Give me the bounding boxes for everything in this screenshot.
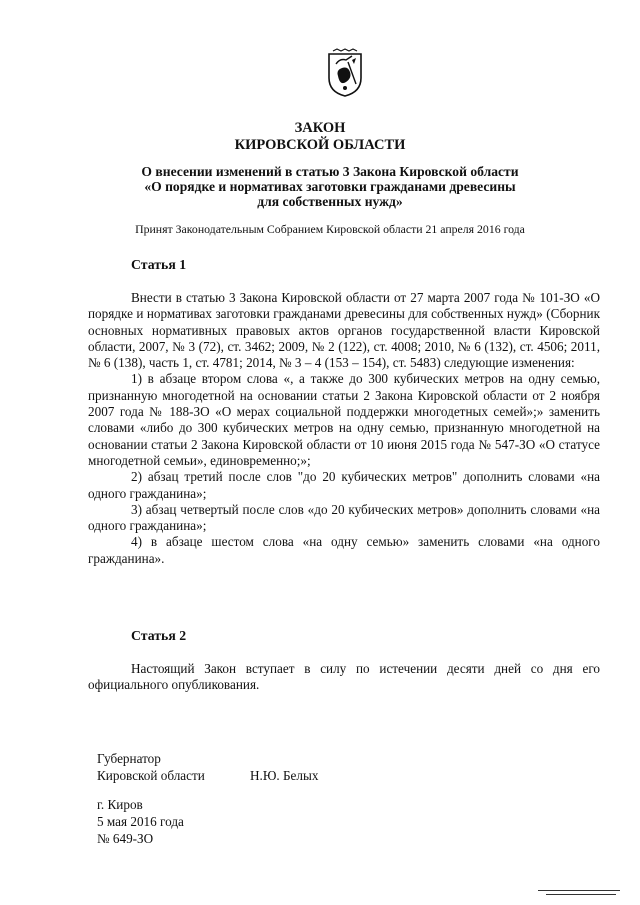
footer-date: 5 мая 2016 года (97, 814, 184, 829)
article-2-body (88, 661, 600, 694)
divider-line (546, 894, 616, 895)
adoption-note: Принят Законодательным Собранием Кировской области 21 апреля 2016 года (135, 222, 525, 236)
article-1-item-1: 1) в абзаце втором слова «, а также до 300 кубических метров на одну семью, признанную многодетной на основании статьи 2 Закона Кировской области от 2 ноября 2007 года № 188-ЗО «О мерах социальной поддержки многодетных семей»;» заменить словами «либо до 300 кубических метров на одну семью, признанную многодетной на основании статьи 2 Закона Кировской области от 10 июня 2015 года № 547-ЗО «О статусе многодетной семьи», единовременно;»; (88, 371, 600, 468)
subtitle-line-2: «О порядке и нормативах заготовки гражданами древесины (144, 179, 516, 194)
article-1-item-3: 3) абзац четвертый после слов «до 20 кубических метров» дополнить словами «на одного гражданина»; (88, 501, 600, 534)
signature-block (97, 750, 318, 784)
article-1-body (88, 290, 600, 567)
article-2-heading: Статья 2 (131, 628, 187, 643)
article-1-heading: Статья 1 (131, 257, 187, 272)
signer-position-line-1: Губернатор (97, 751, 161, 766)
subtitle-line-1: О внесении изменений в статью 3 Закона Кировской области (141, 164, 519, 179)
divider-line (538, 890, 620, 891)
footer-number: № 649-ЗО (97, 831, 154, 846)
signer-position-line-2: Кировской области (97, 768, 205, 783)
article-1-item-4: 4) в абзаце шестом слова «на одну семью» заменить словами «на одного гражданина». (88, 534, 600, 566)
region-title: КИРОВСКОЙ ОБЛАСТИ (234, 137, 406, 153)
subtitle-line-3: для собственных нужд» (257, 194, 403, 209)
law-title: ЗАКОН (294, 120, 346, 136)
footer-city: г. Киров (97, 797, 143, 812)
coat-of-arms-icon (326, 48, 364, 98)
article-1-intro: Внести в статью 3 Закона Кировской области от 27 марта 2007 года № 101-ЗО «О порядке и нормативах заготовки гражданами древесины для собственных нужд» (Сборник основных нормативных правовых актов органов государственной власти Кировской области, 2007, № 3 (72), ст. 3462; 2009, № 2 (122), ст. 4008; 2010, № 6 (132), ст. 4506; 2011, № 6 (138), часть 1, ст. 4781; 2014, № 3 – 4 (153 – 154), ст. 5483) следующие изменения: (88, 290, 600, 371)
article-2-text: Настоящий Закон вступает в силу по истечении десяти дней со дня его официального опубликования. (88, 661, 600, 693)
signer-name: Н.Ю. Белых (250, 768, 319, 783)
document-footer (97, 796, 184, 847)
article-1-item-2: 2) абзац третий после слов "до 20 кубических метров" дополнить словами «на одного гражданина»; (88, 469, 600, 501)
